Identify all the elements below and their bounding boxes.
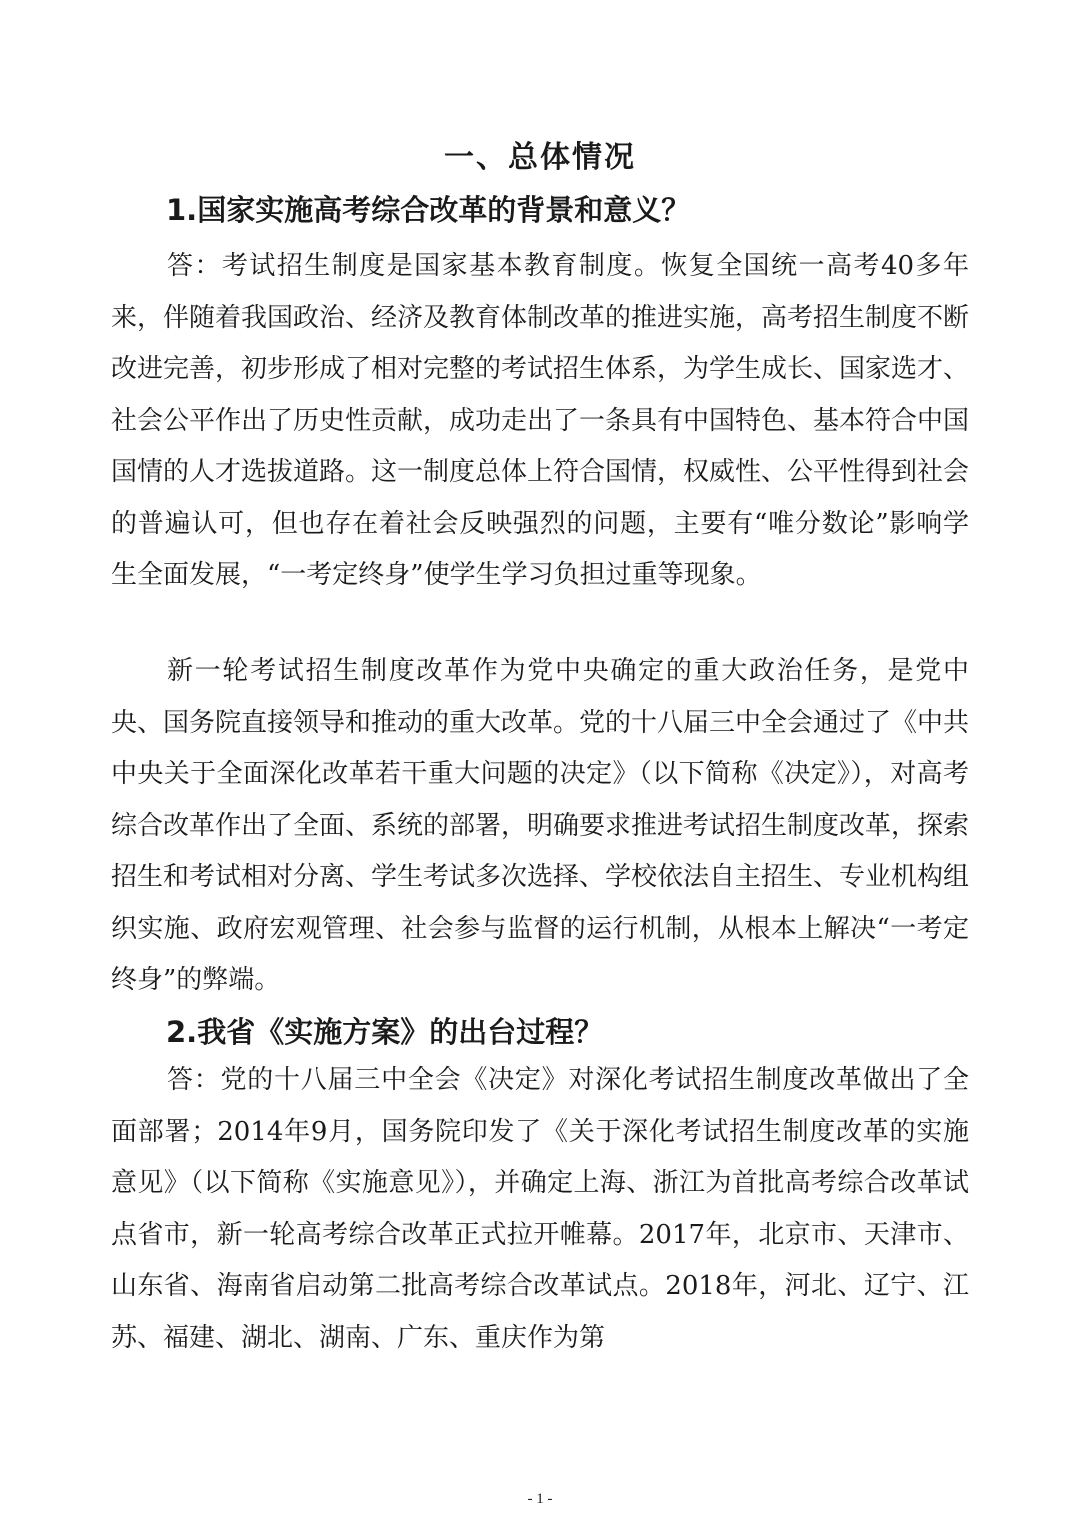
answer-paragraph-1: 答：考试招生制度是国家基本教育制度。恢复全国统一高考40多年来，伴随着我国政治、经济及教育体制改革的推进实施，高考招生制度不断改进完善，初步形成了相对完整的考试招生体系，为学生成长、国家选才、社会公平作出了历史性贡献，成功走出了一条具有中国特色、基本符合中国国情的人才选拔道路。这一制度总体上符合国情，权威性、公平性得到社会的普遍认可，但也存在着社会反映强烈的问题，主要有“唯分数论”影响学生全面发展，“一考定终身”使学生学习负担过重等现象。 <box>111 251 970 590</box>
question-heading-1: 1.国家实施高考综合改革的背景和意义？ <box>166 193 691 227</box>
section-title: 一、总体情况 <box>444 140 636 175</box>
answer-paragraph-2: 新一轮考试招生制度改革作为党中央确定的重大政治任务，是党中央、国务院直接领导和推动的重大改革。党的十八届三中全会通过了《中共中央关于全面深化改革若干重大问题的决定》（以下简称《决定》），对高考综合改革作出了全面、系统的部署，明确要求推进考试招生制度改革，探索招生和考试相对分离、学生考试多次选择、学校依法自主招生、专业机构组织实施、政府宏观管理、社会参与监督的运行机制，从根本上解决“一考定终身”的弊端。 <box>111 656 970 995</box>
question-heading-2: 2.我省《实施方案》的出台过程？ <box>166 1015 604 1049</box>
answer-paragraph-3: 答：党的十八届三中全会《决定》对深化考试招生制度改革做出了全面部署；2014年9月，国务院印发了《关于深化考试招生制度改革的实施意见》（以下简称《实施意见》），并确定上海、浙江为首批高考综合改革试点省市，新一轮高考综合改革正式拉开帷幕。2017年，北京市、天津市、山东省、海南省启动第二批高考综合改革试点。2018年，河北、辽宁、江苏、福建、湖北、湖南、广东、重庆作为第 <box>111 1065 969 1353</box>
page-number: - 1 - <box>527 1491 553 1507</box>
